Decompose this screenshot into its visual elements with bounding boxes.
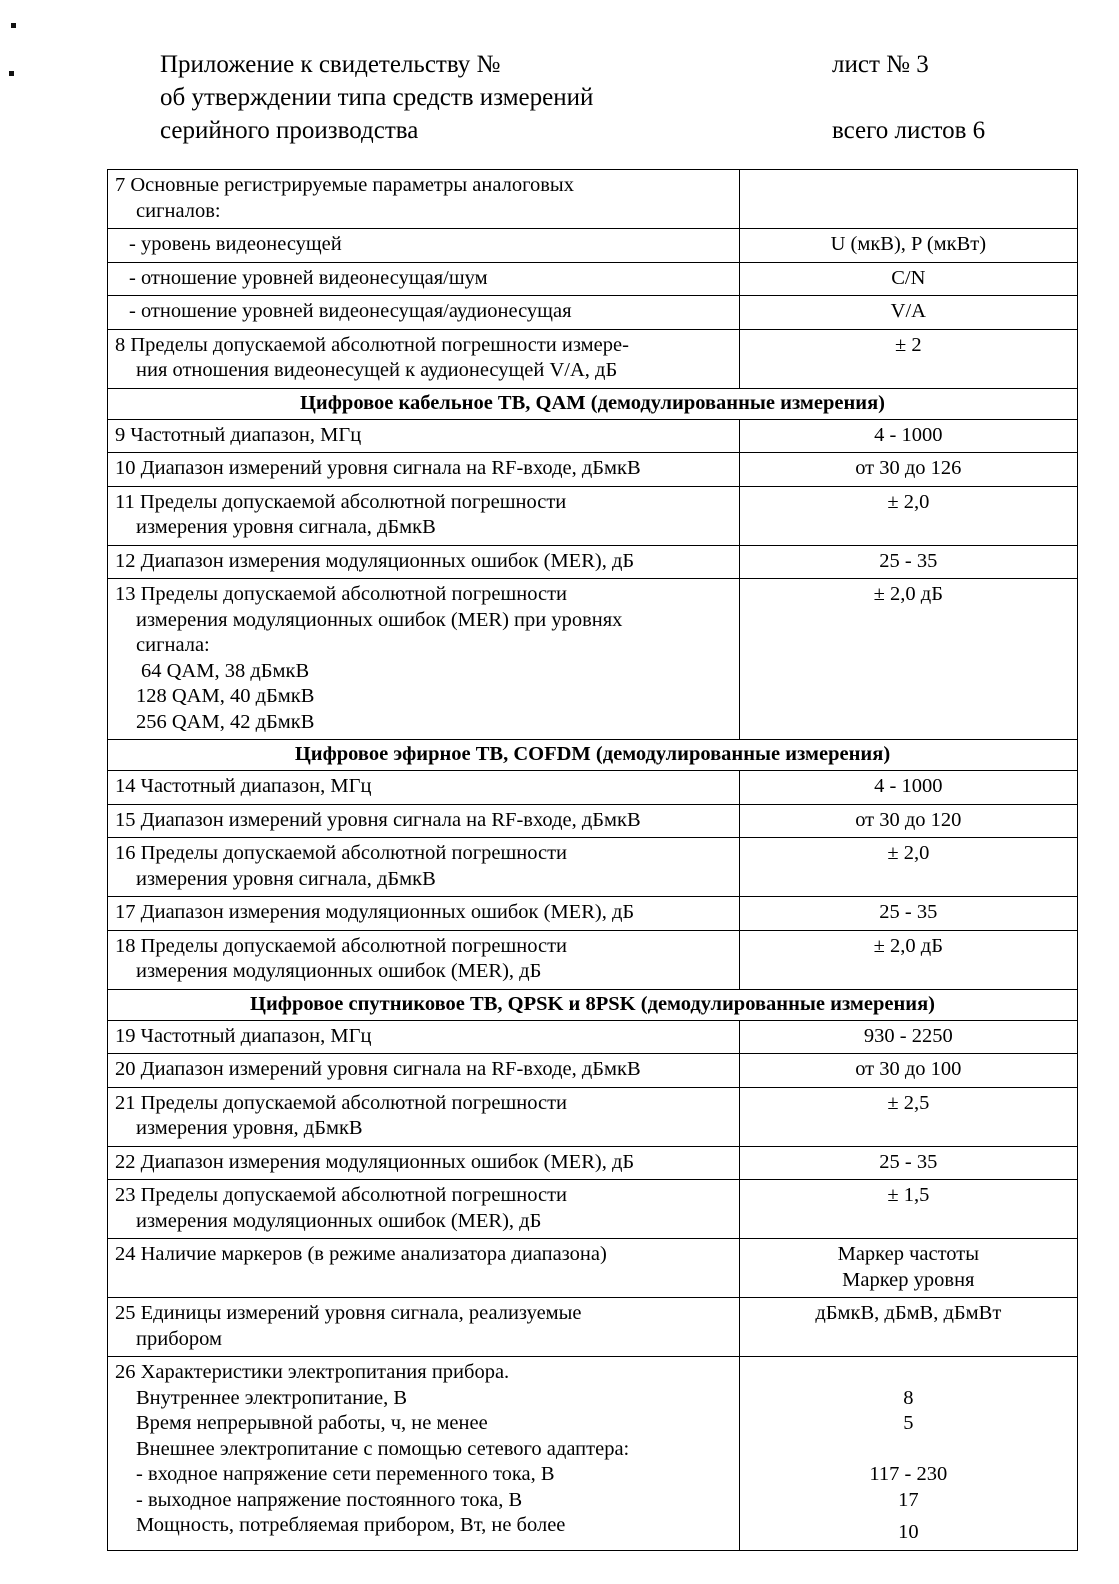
table-row	[108, 771, 1078, 805]
value-line: 4 - 1000	[874, 775, 943, 797]
parameter-line: - выходное напряжение постоянного тока, В	[136, 1488, 523, 1511]
value-line: 930 - 2250	[863, 1024, 953, 1047]
value-text	[740, 1088, 1077, 1121]
header-left-block	[160, 48, 780, 147]
value-line: от 30 до 120	[855, 808, 962, 831]
parameter-cell	[108, 1020, 740, 1054]
parameter-line: 13 Пределы допускаемой абсолютной погрешности	[115, 583, 568, 605]
value-cell	[739, 486, 1077, 545]
table-row	[108, 170, 1078, 229]
value-line: дБмкВ, дБмВ, дБмВт	[815, 1302, 1002, 1324]
parameter-line: 16 Пределы допускаемой абсолютной погрешности	[115, 842, 568, 864]
parameter-text	[108, 487, 739, 545]
parameter-line: сигнала:	[136, 634, 210, 656]
value-line: 117 - 230	[869, 1463, 948, 1485]
parameter-line: 21 Пределы допускаемой абсолютной погрешности	[115, 1091, 568, 1114]
value-cell	[739, 170, 1077, 229]
header-right-block	[832, 48, 1102, 147]
table-row	[108, 1054, 1078, 1088]
value-line: от 30 до 126	[855, 457, 962, 479]
value-cell	[739, 1298, 1077, 1357]
parameter-line: 12 Диапазон измерения модуляционных ошибок (MER), дБ	[115, 549, 635, 572]
value-cell	[739, 838, 1077, 897]
parameter-line: 11 Пределы допускаемой абсолютной погрешности	[115, 490, 567, 513]
value-line: 10	[898, 1521, 919, 1543]
parameter-line: измерения модуляционных ошибок (MER), дБ	[136, 960, 542, 982]
value-cell	[739, 897, 1077, 931]
parameter-line: 26 Характеристики электропитания прибора.	[115, 1361, 510, 1383]
parameter-line: Время непрерывной работы, ч, не менее	[136, 1412, 488, 1434]
section-header-title: Цифровое эфирное ТВ, COFDM (демодулированные измерения)	[108, 740, 1078, 771]
parameter-text	[108, 1239, 739, 1272]
table-section-header-row	[108, 388, 1078, 419]
parameter-line: измерения уровня сигнала, дБмкВ	[136, 867, 436, 890]
value-line: U (мкВ), P (мкВт)	[830, 233, 987, 255]
parameter-line: 7 Основные регистрируемые параметры аналоговых	[115, 174, 574, 196]
parameter-cell	[108, 170, 740, 229]
parameter-cell	[108, 897, 740, 931]
value-text	[740, 1298, 1077, 1331]
value-cell	[739, 229, 1077, 263]
table-row	[108, 262, 1078, 296]
parameter-text	[108, 1298, 739, 1356]
value-line: ± 2,0 дБ	[873, 934, 943, 957]
parameter-line: измерения уровня сигнала, дБмкВ	[136, 516, 436, 538]
parameter-line: 24 Наличие маркеров (в режиме анализатора диапазона)	[115, 1243, 607, 1265]
parameter-text	[108, 546, 739, 579]
value-cell	[739, 771, 1077, 805]
parameter-text	[108, 1054, 739, 1087]
value-cell	[739, 1180, 1077, 1239]
parameter-line: - входное напряжение сети переменного тока, В	[136, 1463, 555, 1485]
table-row	[108, 1357, 1078, 1551]
parameter-cell	[108, 930, 740, 989]
value-cell	[739, 1146, 1077, 1180]
value-line: ± 2	[895, 333, 922, 356]
parameter-line: - отношение уровней видеонесущая/шум	[129, 266, 488, 289]
section-header-title: Цифровое кабельное ТВ, QAM (демодулированные измерения)	[108, 388, 1078, 419]
table-section-header-row	[108, 989, 1078, 1020]
table-row	[108, 804, 1078, 838]
parameter-text	[108, 1147, 739, 1180]
value-text	[740, 1054, 1077, 1087]
value-cell	[739, 804, 1077, 838]
parameter-cell	[108, 1180, 740, 1239]
value-line: Маркер частоты	[837, 1243, 980, 1265]
table-row	[108, 930, 1078, 989]
parameter-line: 10 Диапазон измерений уровня сигнала на RF-входе, дБмкВ	[115, 457, 641, 479]
value-line: ± 2,5	[887, 1091, 930, 1114]
parameter-cell	[108, 419, 740, 453]
parameter-text	[108, 931, 739, 989]
value-line: от 30 до 100	[855, 1058, 962, 1080]
value-line: 25 - 35	[879, 901, 938, 923]
value-line: 17	[898, 1488, 919, 1511]
sheet-number: лист № 3	[832, 51, 929, 78]
parameter-text	[108, 453, 739, 486]
value-text	[740, 1357, 1077, 1550]
value-cell	[739, 545, 1077, 579]
value-cell	[739, 329, 1077, 388]
parameter-text	[108, 170, 739, 228]
parameter-cell	[108, 1239, 740, 1298]
value-line: C/N	[891, 266, 926, 289]
table-row	[108, 1087, 1078, 1146]
parameter-text	[108, 1021, 739, 1054]
parameter-text	[108, 296, 739, 329]
header-title-line-1: Приложение к свидетельству №	[160, 51, 501, 78]
parameter-cell	[108, 1087, 740, 1146]
table-row	[108, 1298, 1078, 1357]
parameter-line: 20 Диапазон измерений уровня сигнала на RF-входе, дБмкВ	[115, 1058, 641, 1080]
parameter-text	[108, 897, 739, 930]
value-cell	[739, 419, 1077, 453]
parameter-cell	[108, 545, 740, 579]
table-row	[108, 1180, 1078, 1239]
value-text	[740, 453, 1077, 486]
value-text	[740, 805, 1077, 838]
value-cell	[739, 930, 1077, 989]
parameter-text	[108, 229, 739, 262]
section-header-title: Цифровое спутниковое ТВ, QPSK и 8PSK (демодулированные измерения)	[108, 989, 1078, 1020]
value-line: ± 2,0 дБ	[873, 583, 943, 605]
parameter-line: сигналов:	[136, 199, 221, 222]
parameter-cell	[108, 262, 740, 296]
parameter-text	[108, 330, 739, 388]
parameter-cell	[108, 229, 740, 263]
parameter-cell	[108, 486, 740, 545]
document-header	[0, 48, 1119, 152]
table-row	[108, 329, 1078, 388]
value-text	[740, 838, 1077, 871]
value-cell	[739, 1087, 1077, 1146]
value-line: V/A	[890, 300, 926, 322]
parameter-text	[108, 771, 739, 804]
value-text	[740, 229, 1077, 262]
parameter-line: 15 Диапазон измерений уровня сигнала на RF-входе, дБмкВ	[115, 808, 641, 831]
parameter-line: 25 Единицы измерений уровня сигнала, реализуемые	[115, 1302, 582, 1324]
table-section-header-row	[108, 740, 1078, 771]
parameter-cell	[108, 838, 740, 897]
parameter-line: ния отношения видеонесущей к аудионесущей V/A, дБ	[136, 359, 618, 381]
value-text	[740, 420, 1077, 453]
table-row	[108, 1020, 1078, 1054]
header-title-line-3: серийного производства	[160, 117, 419, 144]
value-line: Маркер уровня	[842, 1268, 975, 1291]
parameter-text	[108, 263, 739, 296]
parameter-cell	[108, 579, 740, 740]
value-text	[740, 546, 1077, 579]
value-text	[740, 263, 1077, 296]
table-row	[108, 579, 1078, 740]
table-row	[108, 419, 1078, 453]
value-text	[740, 330, 1077, 363]
value-line: 5	[903, 1412, 914, 1434]
total-sheets: всего листов 6	[832, 117, 986, 144]
parameter-cell	[108, 453, 740, 487]
value-cell	[739, 296, 1077, 330]
parameter-line: 23 Пределы допускаемой абсолютной погрешности	[115, 1184, 568, 1206]
value-line: ± 2,0	[887, 842, 930, 864]
parameter-text	[108, 1088, 739, 1146]
parameter-line: 8 Пределы допускаемой абсолютной погрешности измере-	[115, 333, 629, 356]
parameter-text	[108, 420, 739, 453]
parameter-cell	[108, 329, 740, 388]
parameter-cell	[108, 804, 740, 838]
table-row	[108, 897, 1078, 931]
table-row	[108, 453, 1078, 487]
value-text	[740, 1239, 1077, 1297]
parameter-line: - отношение уровней видеонесущая/аудионесущая	[129, 300, 572, 322]
parameter-text	[108, 1180, 739, 1238]
table-row	[108, 229, 1078, 263]
parameter-line: измерения модуляционных ошибок (MER) при уровнях	[136, 608, 623, 631]
value-cell	[739, 1239, 1077, 1298]
parameter-line: 128 QAM, 40 дБмкВ	[136, 685, 315, 707]
value-text	[740, 487, 1077, 520]
parameter-line: прибором	[136, 1327, 222, 1350]
value-line: 4 - 1000	[874, 423, 943, 446]
parameter-cell	[108, 1054, 740, 1088]
parameter-line: Внешнее электропитание с помощью сетевого адаптера:	[136, 1437, 630, 1460]
value-cell	[739, 262, 1077, 296]
parameter-line: - уровень видеонесущей	[129, 233, 342, 255]
parameter-line: 14 Частотный диапазон, МГц	[115, 775, 372, 797]
parameter-cell	[108, 771, 740, 805]
parameter-line: Мощность, потребляемая прибором, Вт, не более	[136, 1514, 566, 1536]
value-cell	[739, 453, 1077, 487]
value-cell	[739, 1357, 1077, 1551]
parameter-line: измерения модуляционных ошибок (MER), дБ	[136, 1209, 542, 1232]
parameter-text	[108, 805, 739, 838]
parameter-cell	[108, 1357, 740, 1551]
parameter-cell	[108, 1146, 740, 1180]
value-line: 8	[903, 1386, 914, 1409]
value-text	[740, 771, 1077, 804]
parameter-line: 9 Частотный диапазон, МГц	[115, 423, 362, 446]
value-text	[740, 931, 1077, 964]
value-line: 25 - 35	[879, 1150, 938, 1173]
value-text	[740, 897, 1077, 930]
table-row	[108, 296, 1078, 330]
parameter-cell	[108, 1298, 740, 1357]
specifications-table	[107, 169, 1078, 1551]
parameter-cell	[108, 296, 740, 330]
value-text	[740, 296, 1077, 329]
value-text	[740, 1180, 1077, 1213]
value-text	[740, 170, 1077, 203]
parameter-line: 17 Диапазон измерения модуляционных ошибок (MER), дБ	[115, 901, 635, 923]
table-row	[108, 486, 1078, 545]
value-line: ± 1,5	[887, 1184, 930, 1206]
scan-artifact-dot	[11, 23, 16, 28]
parameter-text	[108, 579, 739, 739]
parameter-line: Внутреннее электропитание, В	[136, 1386, 408, 1409]
value-text	[740, 1147, 1077, 1180]
value-text	[740, 1021, 1077, 1054]
parameter-text	[108, 1357, 739, 1543]
parameter-line: 256 QAM, 42 дБмкВ	[136, 710, 315, 733]
table-row	[108, 838, 1078, 897]
parameter-line: 18 Пределы допускаемой абсолютной погрешности	[115, 934, 568, 957]
parameter-line: 19 Частотный диапазон, МГц	[115, 1024, 372, 1047]
table-row	[108, 1146, 1078, 1180]
table-row	[108, 545, 1078, 579]
value-text	[740, 579, 1077, 612]
header-title-line-2: об утверждении типа средств измерений	[160, 84, 594, 111]
parameter-line: измерения уровня, дБмкВ	[136, 1117, 363, 1139]
value-cell	[739, 1020, 1077, 1054]
parameter-text	[108, 838, 739, 896]
value-line: ± 2,0	[887, 490, 930, 513]
value-cell	[739, 1054, 1077, 1088]
table-row	[108, 1239, 1078, 1298]
parameter-line: 64 QAM, 38 дБмкВ	[141, 659, 310, 682]
parameter-line: 22 Диапазон измерения модуляционных ошибок (MER), дБ	[115, 1150, 635, 1173]
value-line: 25 - 35	[879, 549, 938, 572]
value-cell	[739, 579, 1077, 740]
